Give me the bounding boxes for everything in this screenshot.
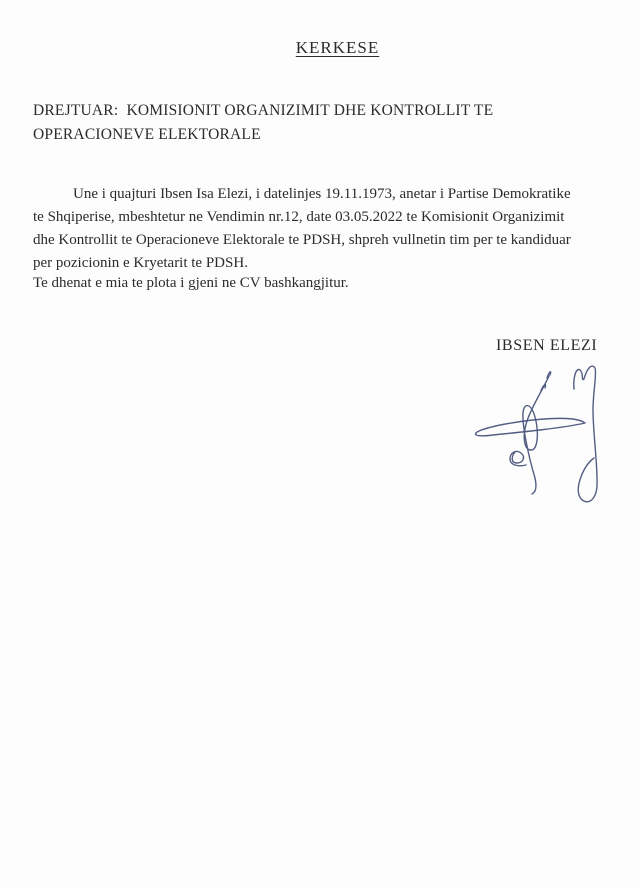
body-paragraph	[33, 183, 628, 275]
attachment-note: Te dhenat e mia te plota i gjeni ne CV bashkangjitur.	[33, 275, 349, 291]
handwritten-signature-icon	[463, 358, 608, 513]
body-line: Une i quajturi Ibsen Isa Elezi, i datelinjes 19.11.1973, anetar i Partise Demokratike	[73, 186, 571, 202]
signer-name: IBSEN ELEZI	[496, 337, 598, 354]
body-line: per pozicionin e Kryetarit te PDSH.	[33, 255, 248, 271]
document-title: KERKESE	[295, 38, 380, 57]
body-line: te Shqiperise, mbeshtetur ne Vendimin nr.12, date 03.05.2022 te Komisionit Organizimit	[33, 209, 565, 225]
signature-strokes	[463, 358, 608, 513]
addressee-line-1: DREJTUAR: KOMISIONIT ORGANIZIMIT DHE KONTROLLIT TE	[33, 102, 494, 119]
addressee-line-2: OPERACIONEVE ELEKTORALE	[33, 126, 261, 143]
addressee-block	[33, 99, 613, 147]
body-line: dhe Kontrollit te Operacioneve Elektorale te PDSH, shpreh vullnetin tim per te kandiduar	[33, 232, 571, 248]
